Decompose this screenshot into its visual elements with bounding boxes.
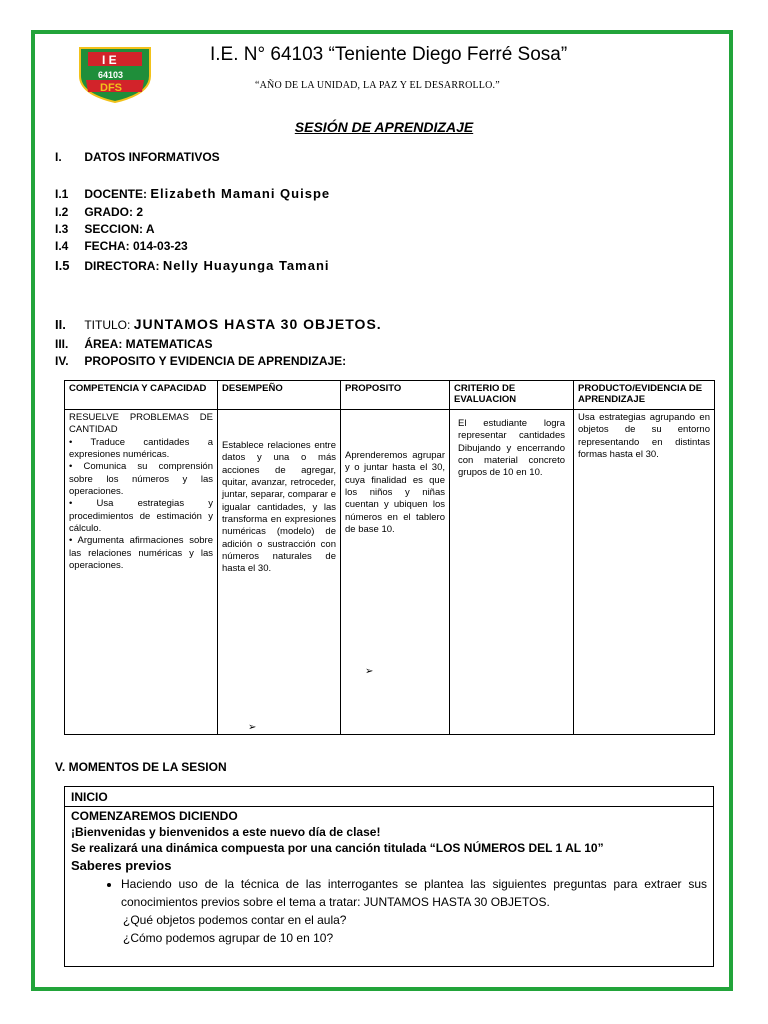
- info-num: I.4: [55, 239, 69, 253]
- inicio-line: Se realizará una dinámica compuesta por una canción titulada “LOS NÚMEROS DEL 1 AL 10”: [71, 841, 604, 855]
- info-fecha: [55, 239, 188, 253]
- competencia-item: • Traduce cantidades a expresiones numéricas.: [69, 436, 213, 461]
- directora-name: Nelly Huayunga Tamani: [162, 258, 330, 273]
- desempeno-text: Establece relaciones entre datos y una o más acciones de agregar, quitar, avanzar, retroceder, juntar, separar, comparar e igualar cantidades, y las transforma en expresiones numéricas (modelo) de adición o sustracción con números naturales de hasta el 30.: [222, 440, 336, 575]
- question: ¿Cómo podemos agrupar de 10 en 10?: [123, 931, 334, 945]
- section-v-num: V.: [55, 760, 66, 774]
- motto: “AÑO DE LA UNIDAD, LA PAZ Y EL DESARROLLO.”: [255, 80, 500, 91]
- learning-table: [64, 380, 715, 735]
- producto-cell: [574, 410, 715, 735]
- table-row: [65, 410, 715, 735]
- table-header-row: [65, 381, 715, 410]
- saberes-list: [71, 875, 707, 911]
- school-logo: [72, 42, 158, 104]
- logo-letters-top: I E: [102, 53, 117, 67]
- info-num: I.2: [55, 205, 69, 219]
- section-i: [55, 150, 220, 164]
- section-v-label: MOMENTOS DE LA SESION: [68, 760, 227, 774]
- info-seccion: [55, 222, 155, 236]
- info-label: SECCION: A: [84, 222, 155, 236]
- competencia-item: • Argumenta afirmaciones sobre las relaciones numéricas y las operaciones.: [69, 535, 213, 572]
- section-i-num: I.: [55, 150, 62, 164]
- inicio-line: ¡Bienvenidas y bienvenidos a este nuevo día de clase!: [71, 825, 381, 839]
- info-docente: [55, 186, 330, 201]
- proposito-text: Aprenderemos agrupar y o juntar hasta el 30, cuya finalidad es que los niños y niñas cuentan y ubiquen los números en el tablero de base 10.: [345, 450, 445, 536]
- criterio-text: El estudiante logra representar cantidades Dibujando y encerrando con material concreto grupos de 10 en 10.: [458, 418, 565, 479]
- info-num: I.3: [55, 222, 69, 236]
- section-ii: [55, 316, 382, 332]
- info-label: FECHA: 014-03-23: [84, 239, 188, 253]
- table-header: CRITERIO DE EVALUACION: [450, 381, 574, 410]
- lesson-title: JUNTAMOS HASTA 30 OBJETOS.: [133, 316, 382, 332]
- momentos-box: [64, 786, 714, 967]
- school-title: I.E. N° 64103 “Teniente Diego Ferré Sosa”: [210, 44, 568, 65]
- competencia-title: RESUELVE PROBLEMAS DE CANTIDAD: [69, 412, 213, 436]
- docente-name: Elizabeth Mamani Quispe: [150, 186, 331, 201]
- info-directora: [55, 258, 330, 273]
- inicio-header: INICIO: [65, 787, 713, 807]
- section-iv: [55, 354, 346, 368]
- session-title: SESIÓN DE APRENDIZAJE: [294, 119, 474, 135]
- inicio-line: COMENZAREMOS DICIENDO: [71, 809, 238, 823]
- producto-text: Usa estrategias agrupando en objetos de su entorno representando en distintas formas hasta el 30.: [578, 412, 710, 461]
- section-iii-label: ÁREA: MATEMATICAS: [84, 337, 213, 351]
- table-header: DESEMPEÑO: [218, 381, 341, 410]
- competencia-cell: [65, 410, 218, 735]
- question: ¿Qué objetos podemos contar en el aula?: [123, 913, 347, 927]
- info-label: GRADO: 2: [84, 205, 144, 219]
- saberes-previos-heading: Saberes previos: [71, 858, 172, 873]
- section-iv-label: PROPOSITO Y EVIDENCIA DE APRENDIZAJE:: [84, 354, 347, 368]
- section-i-label: DATOS INFORMATIVOS: [84, 150, 220, 164]
- proposito-cell: [341, 410, 450, 735]
- table-header: COMPETENCIA Y CAPACIDAD: [65, 381, 218, 410]
- logo-number: 64103: [98, 70, 124, 80]
- section-iii: [55, 337, 213, 351]
- info-label: DOCENTE:: [84, 187, 148, 201]
- desempeno-cell: [218, 410, 341, 735]
- table-header: PROPOSITO: [341, 381, 450, 410]
- info-num: I.1: [55, 187, 69, 201]
- inicio-body: [65, 807, 713, 948]
- section-v: [55, 760, 227, 774]
- section-iv-num: IV.: [55, 354, 69, 368]
- competencia-item: • Comunica su comprensión sobre los números y las operaciones.: [69, 461, 213, 498]
- info-grado: [55, 205, 143, 219]
- section-ii-label: TITULO:: [84, 318, 131, 332]
- info-label: DIRECTORA:: [84, 259, 160, 273]
- criterio-cell: [450, 410, 574, 735]
- competencia-item: • Usa estrategias y procedimientos de estimación y cálculo.: [69, 498, 213, 535]
- section-ii-num: II.: [55, 317, 66, 332]
- list-item: • Haciendo uso de la técnica de las interrogantes se plantea las siguientes preguntas para extraer sus conocimientos previos sobre el tema a tratar: JUNTAMOS HASTA 30 OBJETOS.: [121, 875, 707, 911]
- table-header: PRODUCTO/EVIDENCIA DE APRENDIZAJE: [574, 381, 715, 410]
- section-iii-num: III.: [55, 337, 69, 351]
- logo-letters-bottom: DFS: [100, 82, 122, 94]
- arrow-bullet-icon: ➢: [365, 666, 374, 677]
- info-num: I.5: [55, 258, 70, 273]
- arrow-bullet-icon: ➢: [248, 722, 257, 733]
